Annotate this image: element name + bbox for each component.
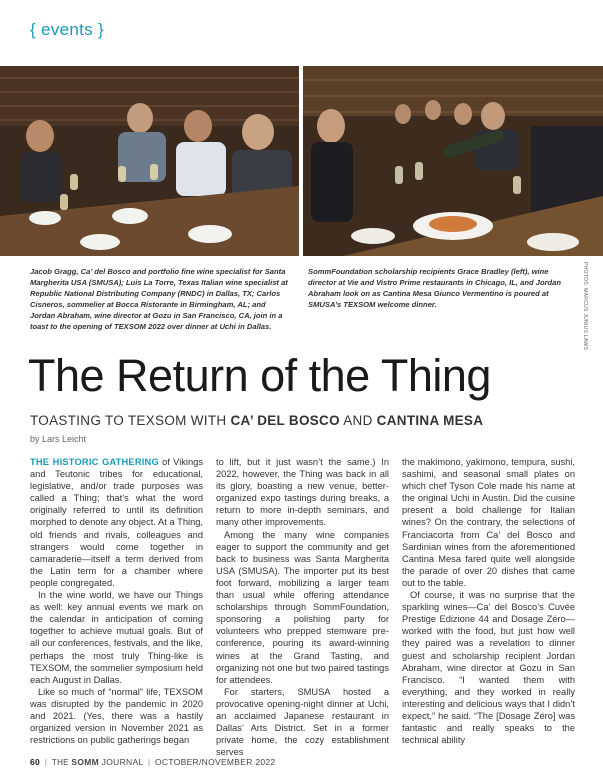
footer-separator: | <box>147 757 151 767</box>
page-footer <box>30 757 275 767</box>
brace-close: } <box>97 20 104 39</box>
page-number: 60 <box>30 757 41 767</box>
section-label: events <box>41 20 93 39</box>
subhead-brand-ca-del-bosco: CA’ DEL BOSCO <box>230 413 340 428</box>
paragraph <box>30 456 203 589</box>
paragraph: Among the many wine companies eager to support the community and get back to business was Santa Margherita USA (SMUSA). The importer put its best foot forward, mobilizing a larger team than usual while offering attendance scholarships through SommFoundation, sponsoring a polishing party for volunteers who prepped stemware pre-conference, pouring its award-winning wines at the Grand Tasting, and organizing not one but two paired tastings for attendees. <box>216 529 389 685</box>
section-tag <box>30 20 104 40</box>
paragraph: the makimono, yakimono, tempura, sushi, sashimi, and seasonal small plates on which chef Tyson Cole made his name at the original Uchi in Austin. Did the cuisine present a bold challenge for Italian wines? On the contrary, the selections of Franciacorta from Ca’ del Bosco and Sardinian wines from the aforementioned Cantina Mesa fared quite well alongside the parade of over 20 dishes that came out to the table. <box>402 457 575 588</box>
paragraph: Of course, it was no surprise that the sparkling wines—Ca’ del Bosco’s Cuvée Prestige Edizione 44 and Dosage Zéro—worked with the food, but just how well they paired was a revelation to dinner guest and scholarship recipient Jordan Abraham, wine director at Gozu in San Francisco. “I wanted them with everything, and they worked in really interesting and delicious ways that I didn’t expect,” he said. “The [Dosage Zéro] was fantastic and really speaks to the technical ability <box>402 590 575 746</box>
paragraph: In the wine world, we have our Things as well: key annual events we mark on the calendar in anticipation of coming together to achieve mutual goals. But of all our conferences, festivals, and the like, perhaps the most truly Thing-like is TEXSOM, the sommelier symposium held each August in Dallas. <box>30 590 203 685</box>
publication-somm: SOMM <box>71 757 100 767</box>
subhead-prefix: TOASTING TO TEXSOM WITH <box>30 413 231 428</box>
photo-pouring <box>303 66 603 256</box>
article-column-2 <box>216 456 389 758</box>
photo-credit: PHOTOS: MARCUS JUNIUS LAWS <box>582 262 588 351</box>
subhead-and: AND <box>339 413 377 428</box>
paragraph-text: of Vikings and Teutonic tribes for educational, legislative, and/or trade purposes was called a Thing; that’s what the word originally referred to until its definition morphed to denote any object. At a Thing, old friends and rivals, colleagues and strangers would come together in camaraderie—itself a term derived from the Latin term for a chamber where people congregated. <box>30 457 203 588</box>
brace-open: { <box>30 20 36 39</box>
byline: by Lars Leicht <box>30 434 87 444</box>
subhead-brand-cantina-mesa: CANTINA MESA <box>376 413 484 428</box>
paragraph: For starters, SMUSA hosted a provocative opening-night dinner at Uchi, an acclaimed Japanese restaurant in Dallas’ Arts District. Set in a former private home, the cozy establishment serves <box>216 686 389 758</box>
article-subhead <box>30 413 483 428</box>
article-headline: The Return of the Thing <box>28 350 491 401</box>
publication-journal: JOURNAL <box>99 757 144 767</box>
publication-the: THE <box>51 758 72 767</box>
issue-date: OCTOBER/NOVEMBER 2022 <box>155 757 276 767</box>
photo-toast <box>0 66 299 256</box>
footer-separator: | <box>44 757 48 767</box>
article-column-1 <box>30 456 203 746</box>
photo-caption-left: Jacob Gragg, Ca’ del Bosco and portfolio fine wine specialist for Santa Margherita USA (SMUSA); Luis La Torre, Texas Italian wine specialist at Republic National Distributing Company (RNDC) in Dallas, TX; Carlos Cisneros, sommelier at Bocca Ristorante in Birmingham, AL; and Jordan Abraham, wine director at Gozu in San Francisco, CA, join in a toast to the opening of TEXSOM 2022 over dinner at Uchi in Dallas. <box>30 267 288 331</box>
lead-in: THE HISTORIC GATHERING <box>30 457 159 467</box>
paragraph: to lift, but it just wasn’t the same.) In 2022, however, the Thing was back in all its glory, boasting a new venue, better-organized expo tastings during breaks, a return to more in-depth seminars, and many other improvements. <box>216 457 389 528</box>
photo-caption-right: SommFoundation scholarship recipients Grace Bradley (left), wine director at Vie and Vistro Prime restaurants in Chicago, IL, and Jordan Abraham look on as Cantina Mesa Giunco Vermentino is poured at SMUSA’s TEXSOM welcome dinner. <box>308 267 562 309</box>
paragraph: Like so much of “normal” life, TEXSOM was disrupted by the pandemic in 2020 and 2021. (Yes, there was a hastily organized version in November 2021 as restrictions on public gatherings began <box>30 686 203 746</box>
article-column-3 <box>402 456 575 746</box>
